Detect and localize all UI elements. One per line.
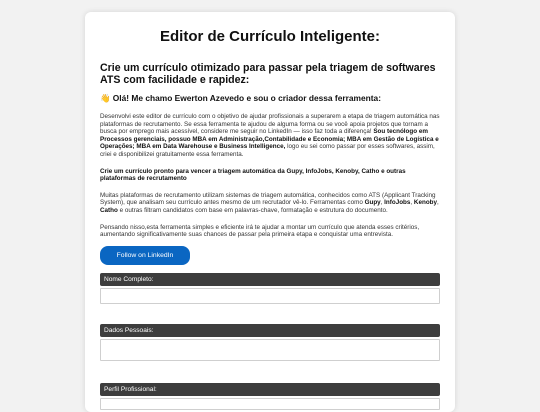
brand-gupy: Gupy [364,199,381,207]
ats-text: Muitas plataformas de recrutamento utilizam sistemas de triagem automática, conhecidos como ATS (Applicant Tracking System), que analisam seu currículo antes mesmo de um recrutador vê-lo. Ferramentas como [100,191,436,207]
intro-credentials: Sou tecnólogo em Processos gerenciais, possuo MBA em Administração,Contabilidade e Economia; MBA em Gestão de Logística e Operações; MBA em Data Warehouse e Business Intelligence, [100,128,439,151]
intro-paragraph [100,113,440,159]
brand-kenoby: Kenoby [413,199,438,207]
professional-profile-label: Perfil Profissional: [100,383,440,396]
full-name-input[interactable] [100,288,440,304]
brand-catho: Catho [100,206,118,214]
personal-data-textarea[interactable] [100,339,440,361]
greeting-heading: 👋 Olá! Me chamo Ewerton Azevedo e sou o criador dessa ferramenta: [100,93,381,103]
page-title: Editor de Currículo Inteligente: [159,28,380,45]
follow-linkedin-button[interactable]: Follow on LinkedIn [100,246,190,265]
brand-infojobs: InfoJobs [384,199,411,207]
resume-editor-card [85,12,455,412]
section-heading: Crie um currículo pronto para vencer a triagem automática da Gupy, InfoJobs, Kenoby, Catho e outras plataformas de recrutamento [100,167,406,183]
full-name-label: Nome Completo: [100,273,440,286]
ats-text-end: e outras filtram candidatos com base em palavras-chave, formatação e estrutura do documento. [117,206,388,214]
intro-text: Desenvolvi este editor de currículo com o objetivo de ajudar profissionais a superarem a etapa de triagem automática nas plataformas de recrutamento. Se essa ferramenta te ajudou de alguma forma ou se você apoia projetos que tornam a busca por emprego mais acessível, considere me seguir no LinkedIn — isso faz toda a diferença! [100,113,440,136]
tool-paragraph: Pensando nisso,esta ferramenta simples e eficiente irá te ajudar a montar um currículo que atenda esses critérios, aumentando significativamente suas chances de passar pela primeira etapa e conquistar uma entrevista. [100,223,420,239]
professional-profile-textarea[interactable] [100,398,440,410]
intro-text-end: logo eu sei como passar por esses softwares, assim, criei e disponibilizei gratuitamente essa ferramenta. [100,143,435,158]
page-subtitle: Crie um currículo otimizado para passar pela triagem de softwares ATS com facilidade e rapidez: [100,62,436,86]
ats-paragraph: Muitas plataformas de recrutamento utilizam sistemas de triagem automática, conhecidos como ATS (Applicant Tracking System), que analisam seu currículo antes mesmo de um recrutador vê-lo. Ferramentas como Gupy, InfoJobs, Kenoby, Catho e outras filtram candidatos com base em palavras-chave, formatação e estrutura do documento. [100,191,439,214]
personal-data-label: Dados Pessoais: [100,324,440,337]
